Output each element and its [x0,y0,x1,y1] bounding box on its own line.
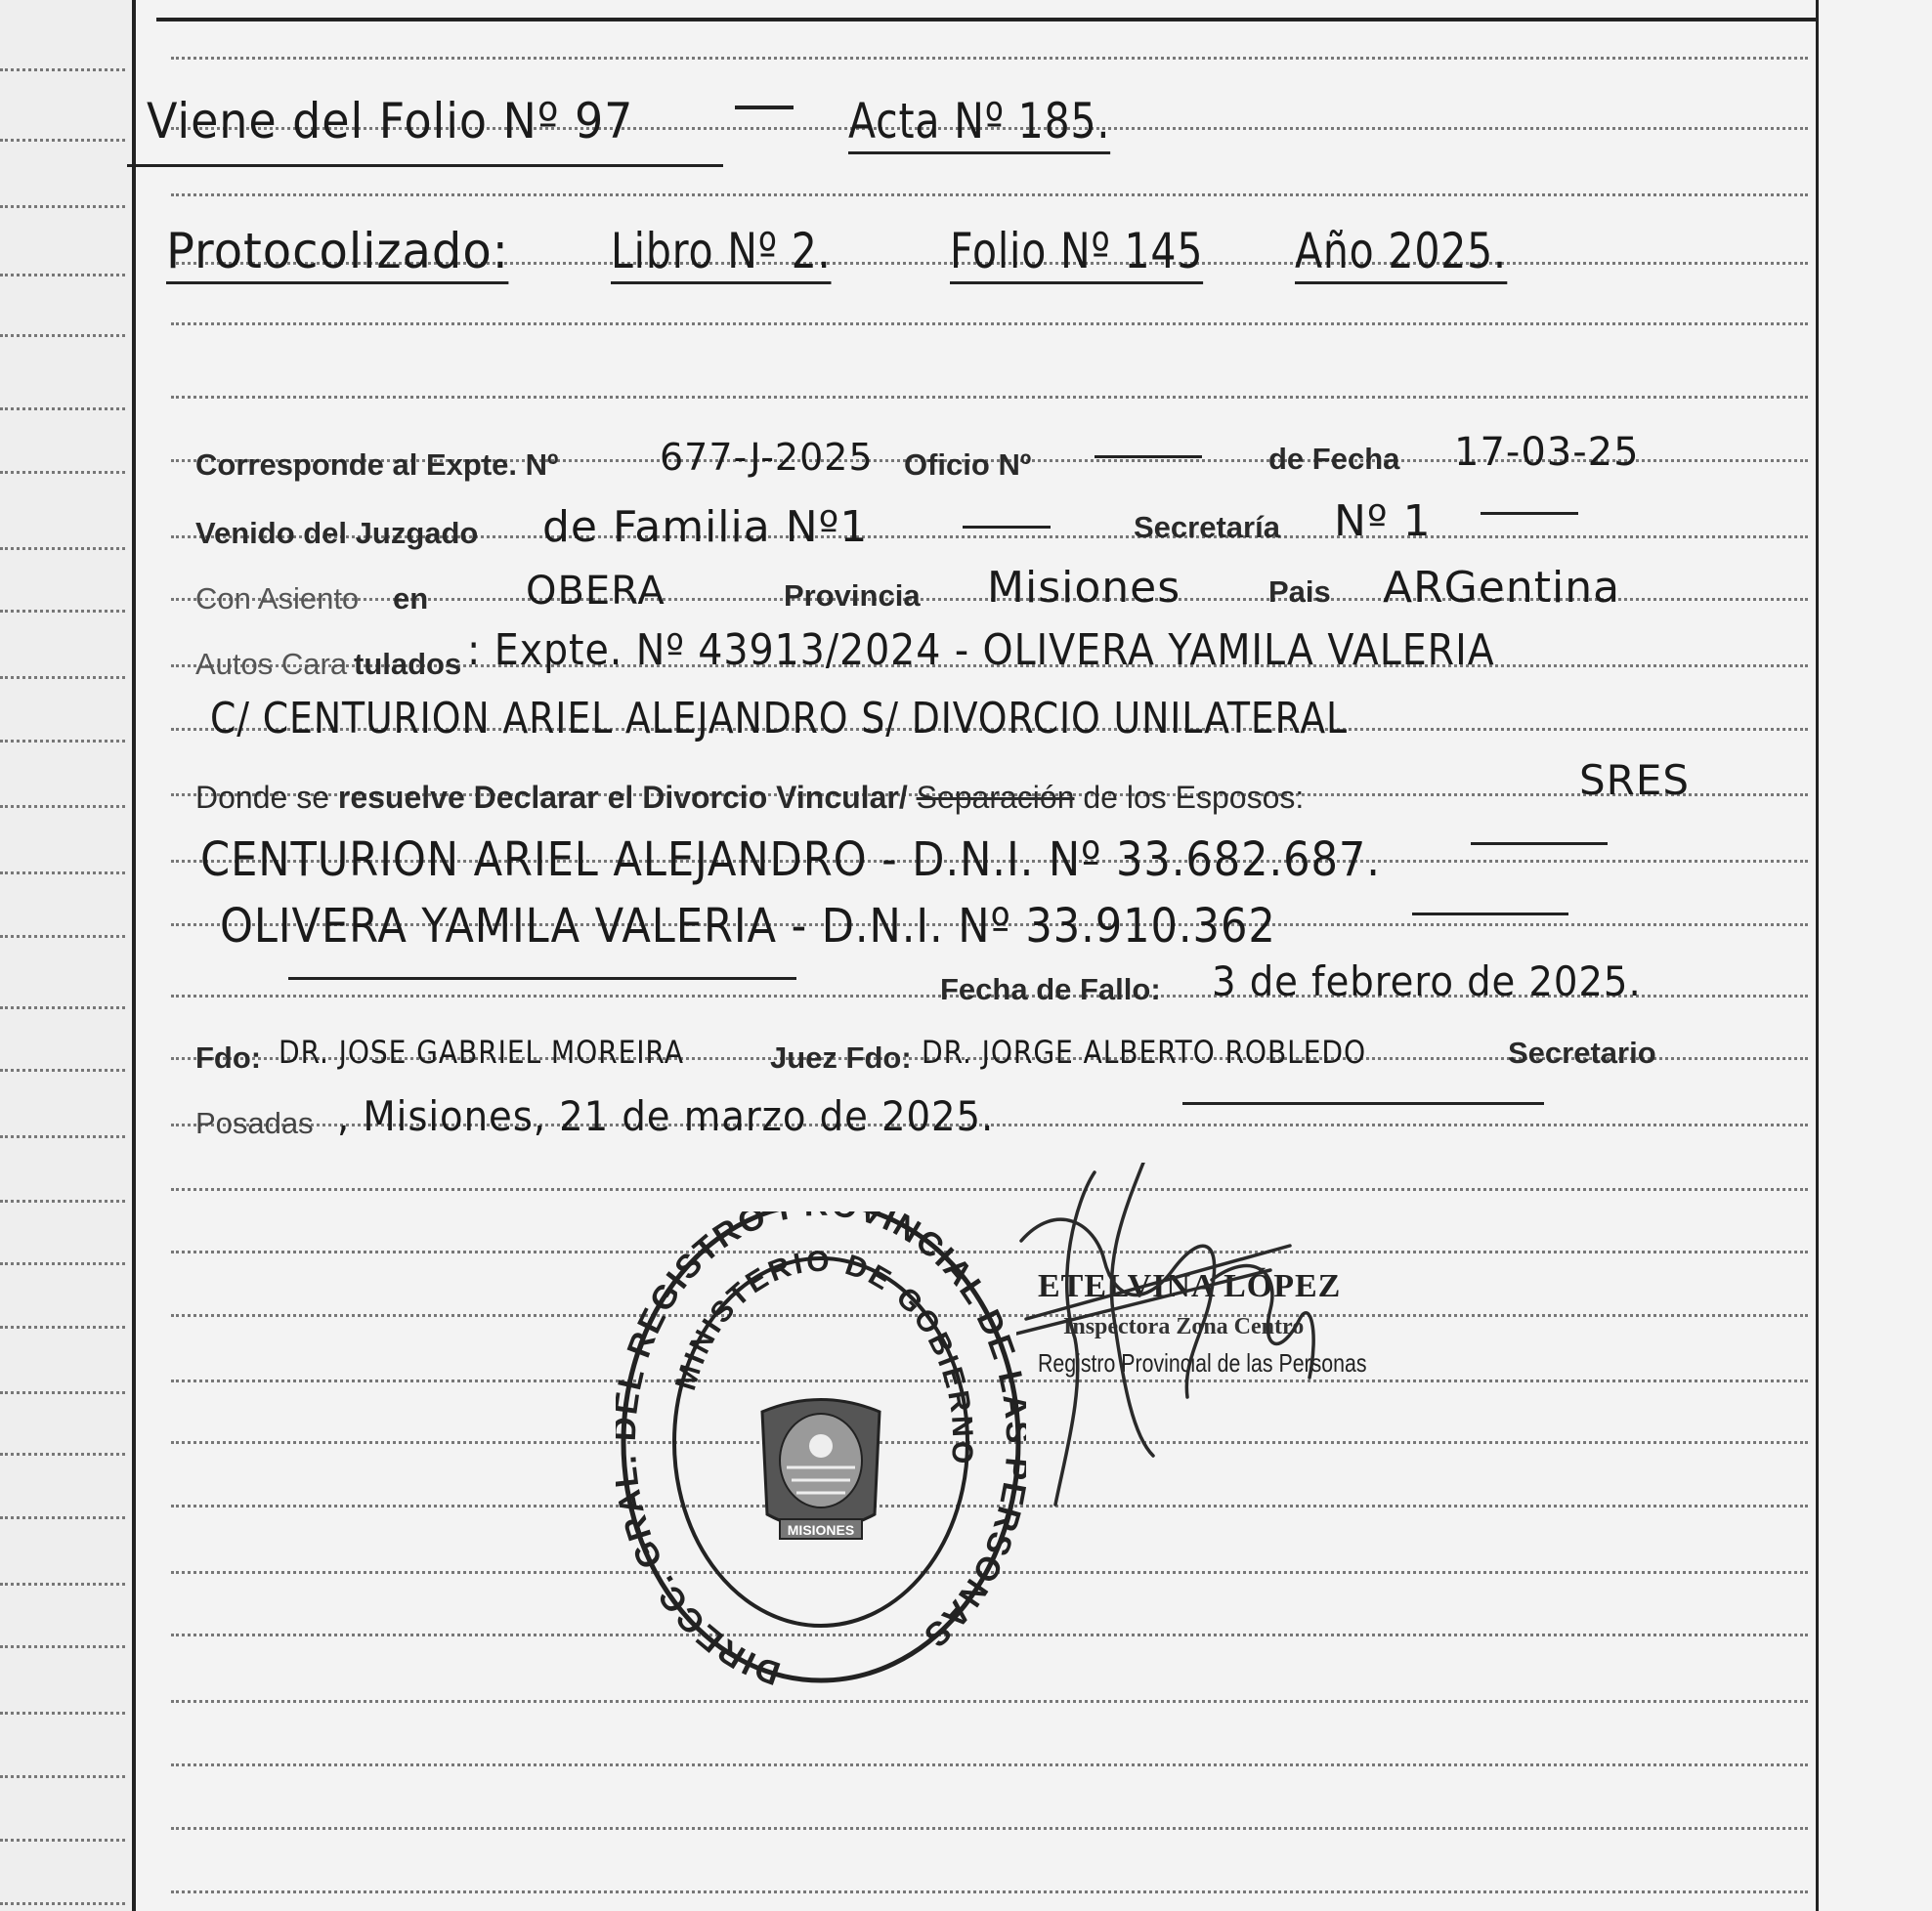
seal-graphic [616,1211,1026,1700]
margin-line [132,0,136,1911]
official-seal [616,1211,1026,1700]
donde-1: Donde se [195,780,329,815]
libro-number: Libro Nº 2. [611,223,832,284]
ruled-line [171,193,1808,196]
juez-name: DR. JOSE GABRIEL MOREIRA [279,1034,684,1071]
posadas-value: , Misiones, 21 de marzo de 2025. [337,1092,995,1140]
margin-ruled-line [0,1645,125,1648]
juzgado-value: de Familia Nº1 [542,502,869,552]
margin-ruled-line [0,1902,125,1905]
asiento-label: Con Asiento [195,581,360,616]
esposo-2: OLIVERA YAMILA VALERIA - D.N.I. Nº 33.910.362 [220,899,1276,954]
margin-ruled-line [0,805,125,808]
posadas-label: Posadas [195,1106,314,1140]
provincia-value: Misiones [987,563,1181,613]
margin-ruled-line [0,407,125,410]
margin-ruled-line [0,1453,125,1456]
autos-value-2: C/ CENTURION ARIEL ALEJANDRO S/ DIVORCIO UNILATERAL [210,694,1348,743]
margin-ruled-line [0,139,125,142]
donde-text [195,780,1304,816]
viene-rule [127,164,723,167]
signer-name: ETELVINA LÓPEZ [1038,1268,1342,1304]
fallo-blank [288,977,796,980]
seal-emblem [762,1400,880,1540]
secretaria-label: Secretaría [1134,510,1280,544]
secretaria-value: Nº 1 [1334,496,1432,546]
fecha-label: de Fecha [1268,442,1400,476]
left-margin [0,0,132,1911]
margin-ruled-line [0,334,125,337]
juzgado-dash [963,526,1051,529]
margin-ruled-line [0,1200,125,1203]
autos-value-1: : Expte. Nº 43913/2024 - OLIVERA YAMILA VALERIA [467,625,1495,675]
donde-4-struck: Separación [916,780,1075,815]
esposo-1: CENTURION ARIEL ALEJANDRO - D.N.I. Nº 33.682.687. [200,832,1381,887]
ruled-line [171,322,1808,325]
margin-ruled-line [0,1069,125,1072]
provincia-label: Provincia [784,578,921,613]
signer-title: Inspectora Zona Centro [1063,1314,1305,1339]
margin-ruled-line [0,1712,125,1715]
margin-ruled-line [0,610,125,613]
margin-ruled-line [0,1839,125,1842]
pais-label: Pais [1268,574,1331,609]
pais-value: ARGentina [1383,563,1621,613]
margin-ruled-line [0,1516,125,1519]
seal-outer-text: DIRECC. GR REGISTRO VINCIAL DE RSONAS [616,1211,1026,1692]
margin-ruled-line [0,68,125,71]
ruled-line [171,1763,1808,1766]
donde-2: resuelve [337,780,465,815]
margin-ruled-line [0,935,125,938]
signer-org: Registro Provincial de las Personas [1038,1348,1367,1378]
ruled-line [171,1700,1808,1703]
ruled-line [171,57,1808,60]
folio-number: Folio Nº 145 [950,223,1203,284]
margin-ruled-line [0,1775,125,1778]
handwritten-signature [1016,1163,1437,1534]
ruled-line [171,396,1808,399]
donde-3: Declarar el Divorcio Vincular/ [473,780,908,815]
margin-ruled-line [0,871,125,874]
expte-number: 677-J-2025 [660,436,874,479]
secretario-name: DR. JORGE ALBERTO ROBLEDO [922,1034,1367,1071]
margin-ruled-line [0,676,125,679]
seal-emblem-text: MISIONES [787,1522,855,1538]
oficio-label: Oficio Nº [904,447,1032,482]
protocolizado-label: Protocolizado: [166,223,509,284]
fecha-value: 17-03-25 [1454,430,1640,475]
autos-label-bold: tulados [354,647,462,681]
sres: SRES [1579,756,1691,804]
margin-ruled-line [0,205,125,208]
anio: Año 2025. [1295,223,1507,284]
margin-ruled-line [0,1135,125,1138]
seal-inner-text: MINISTERIO DE GOBIERNO [669,1245,979,1468]
oficio-blank [1095,455,1202,458]
fecha-fallo-value: 3 de febrero de 2025. [1212,957,1642,1005]
secretario-label: Secretario [1508,1036,1656,1070]
posadas-blank [1182,1102,1544,1105]
top-rule [156,18,1818,21]
margin-ruled-line [0,740,125,743]
ruled-line [171,1188,1808,1191]
autos-label: Autos Cara [195,647,348,681]
asiento-value: OBERA [526,569,665,614]
margin-ruled-line [0,547,125,550]
margin-ruled-line [0,1583,125,1586]
margin-ruled-line [0,1006,125,1009]
right-margin-line [1816,0,1819,1911]
margin-ruled-line [0,1262,125,1265]
ruled-line [171,1827,1808,1830]
ruled-line [171,1890,1808,1893]
esposo-2-dash [1412,913,1568,915]
esposo-1-dash [1471,842,1608,845]
secretaria-dash [1481,512,1578,515]
juez-label: Juez Fdo: [770,1040,912,1075]
fdo-label: Fdo: [195,1040,262,1075]
corresponde-label: Corresponde al Expte. Nº [195,447,559,482]
viene-folio: Viene del Folio Nº 97 [147,93,634,149]
margin-ruled-line [0,1326,125,1329]
signature-block [1016,1163,1437,1534]
dash [735,106,794,109]
acta-number: Acta Nº 185. [848,93,1110,154]
margin-ruled-line [0,1391,125,1394]
fecha-fallo-label: Fecha de Fallo: [940,972,1161,1006]
venido-label: Venido del Juzgado [195,516,479,550]
asiento-en-label: en [393,581,429,616]
margin-ruled-line [0,274,125,276]
donde-5: de los Esposos: [1083,780,1305,815]
margin-ruled-line [0,471,125,474]
